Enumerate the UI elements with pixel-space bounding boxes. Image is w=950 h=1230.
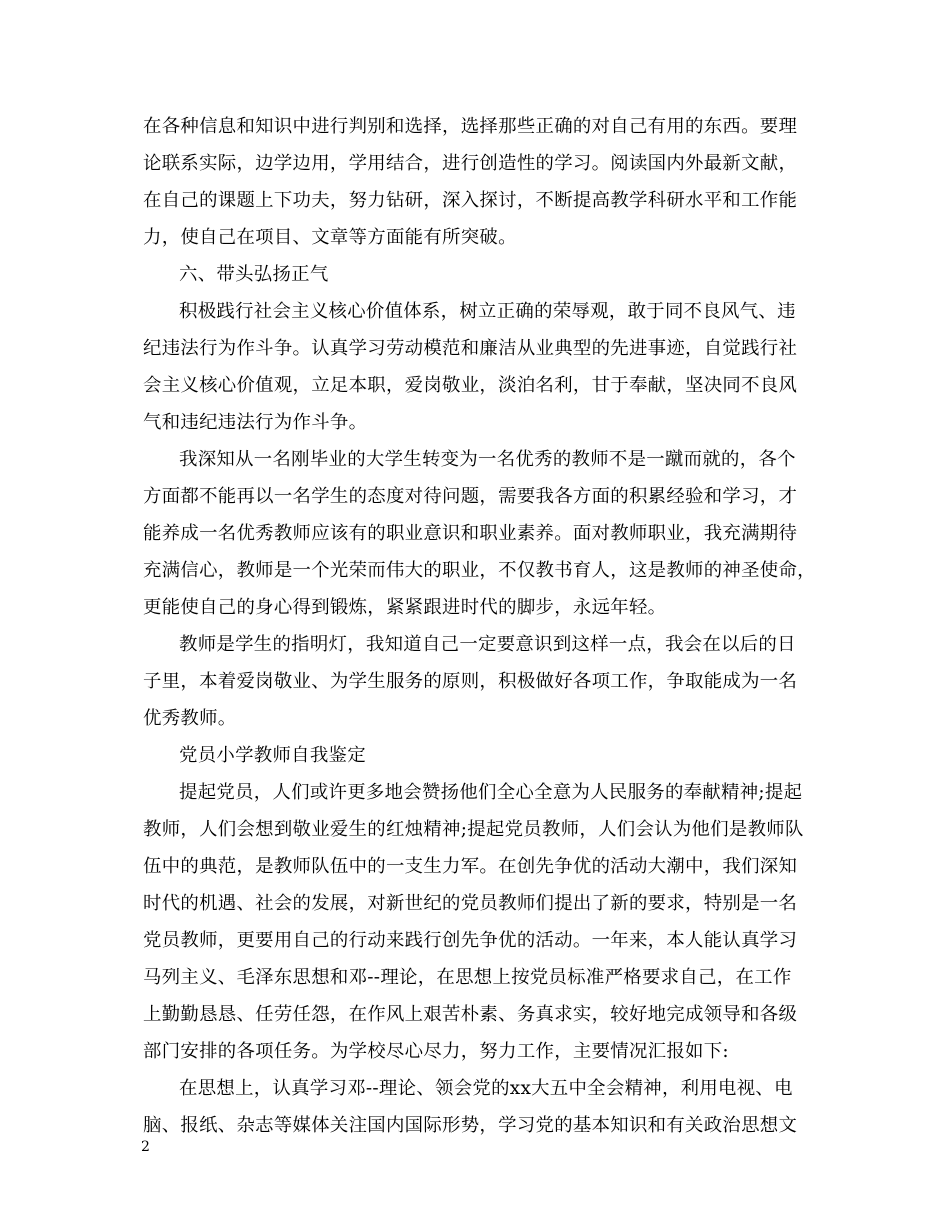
section-heading: 六、带头弘扬正气: [179, 264, 329, 285]
article-title: 党员小学教师自我鉴定: [179, 745, 366, 766]
body-text-line: 方面都不能再以一名学生的态度对待问题，需要我各方面的积累经验和学习，才: [143, 486, 798, 507]
body-text-line: 伍中的典范，是教师队伍中的一支生力军。在创先争优的活动大潮中，我们深知: [143, 856, 798, 877]
body-text-line: 党员教师，更要用自己的行动来践行创先争优的活动。一年来，本人能认真学习: [143, 930, 798, 951]
paragraph-first-line: 在思想上，认真学习邓--理论、领会党的xx大五中全会精神，利用电视、电: [179, 1078, 793, 1099]
body-text-line: 子里，本着爱岗敬业、为学生服务的原则，积极做好各项工作，争取能成为一名: [143, 671, 798, 692]
body-text-line: 脑、报纸、杂志等媒体关注国内国际形势，学习党的基本知识和有关政治思想文: [143, 1115, 798, 1136]
paragraph-first-line: 教师是学生的指明灯，我知道自己一定要意识到这样一点，我会在以后的日: [179, 634, 796, 655]
paragraph-first-line: 我深知从一名刚毕业的大学生转变为一名优秀的教师不是一蹴而就的，各个: [179, 449, 796, 470]
body-text-line: 气和违纪违法行为作斗争。: [143, 412, 368, 433]
body-text-line: 时代的机遇、社会的发展，对新世纪的党员教师们提出了新的要求，特别是一名: [143, 893, 798, 914]
body-text-line: 优秀教师。: [143, 708, 237, 729]
body-text-line: 部门安排的各项任务。为学校尽心尽力，努力工作，主要情况汇报如下:: [143, 1041, 729, 1062]
body-text-line: 能养成一名优秀教师应该有的职业意识和职业素养。面对教师职业，我充满期待: [143, 523, 798, 544]
body-text-line: 充满信心，教师是一个光荣而伟大的职业，不仅教书育人，这是教师的神圣使命，: [143, 560, 816, 581]
body-text-line: 纪违法行为作斗争。认真学习劳动模范和廉洁从业典型的先进事迹，自觉践行社: [143, 338, 798, 359]
body-text-line: 更能使自己的身心得到锻炼，紧紧跟进时代的脚步，永远年轻。: [143, 597, 667, 618]
body-text-line: 论联系实际，边学边用，学用结合，进行创造性的学习。阅读国内外最新文献，: [143, 153, 798, 174]
body-text-line: 会主义核心价值观，立足本职，爱岗敬业，淡泊名利，甘于奉献，坚决同不良风: [143, 375, 798, 396]
paragraph-first-line: 积极践行社会主义核心价值体系，树立正确的荣辱观，敢于同不良风气、违: [179, 301, 796, 322]
body-text-line: 在自己的课题上下功夫，努力钻研，深入探讨，不断提高教学科研水平和工作能: [143, 190, 798, 211]
body-text-line: 上勤勤恳恳、任劳任怨，在作风上艰苦朴素、务真求实，较好地完成领导和各级: [143, 1004, 798, 1025]
page-number: 2: [141, 1139, 150, 1155]
body-text-line: 教师，人们会想到敬业爱生的红烛精神;提起党员教师，人们会认为他们是教师队: [143, 819, 804, 840]
body-text-line: 力，使自己在项目、文章等方面能有所突破。: [143, 227, 517, 248]
paragraph-first-line: 提起党员，人们或许更多地会赞扬他们全心全意为人民服务的奉献精神;提起: [179, 782, 803, 803]
body-text-line: 在各种信息和知识中进行判别和选择，选择那些正确的对自己有用的东西。要理: [143, 116, 798, 137]
body-text-line: 马列主义、毛泽东思想和邓--理论，在思想上按党员标准严格要求自己，在工作: [143, 967, 792, 988]
